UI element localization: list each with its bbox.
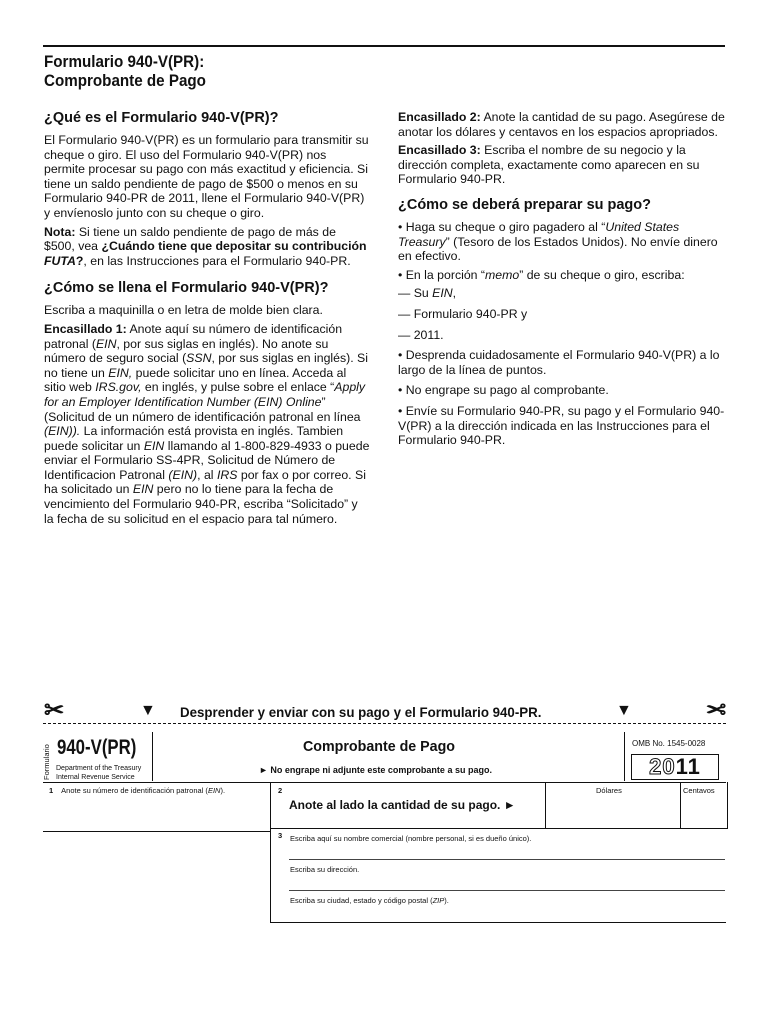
note-text-2: , en las Instrucciones para el Formulario 940-PR. <box>83 253 351 268</box>
dash-form: — Formulario 940-PR y <box>398 306 528 321</box>
divider <box>680 782 681 828</box>
detach-instruction <box>44 697 726 724</box>
top-rule <box>43 45 725 47</box>
detach-text: Desprender y enviar con su pago y el Formulario 940-PR. <box>180 704 542 720</box>
divider <box>624 732 625 781</box>
divider <box>43 831 271 832</box>
right-column <box>398 110 726 452</box>
box3-text: Escriba el nombre de su negocio y la dirección completa, exactamente como aparecen en su Formulario 940-PR. <box>398 143 700 187</box>
note-bold-text: ¿Cuándo tiene que depositar su contribución <box>101 239 367 254</box>
dash-italic: EIN <box>432 286 453 301</box>
bullet-send: • Envíe su Formulario 940-PR, su pago y el Formulario 940-V(PR) a la dirección indicada en las Instrucciones para el Formulario 940-PR. <box>398 403 725 448</box>
cents-field[interactable] <box>682 796 725 827</box>
box2-text: Anote la cantidad de su pago. Asegúrese de anotar los dólares y centavos en los espacios apropriados. <box>398 110 725 139</box>
box1-ssn: SSN <box>186 351 212 366</box>
bullet-memo <box>398 268 726 283</box>
box1-text: Anote su número de identificación patronal ( <box>61 786 208 795</box>
bullet-payable <box>398 220 726 264</box>
dollars-field[interactable] <box>547 796 679 827</box>
dollars-label: Dólares <box>596 786 622 795</box>
section-heading-prepare: ¿Cómo se deberá preparar su pago? <box>398 196 652 213</box>
city-state-zip-field[interactable] <box>289 906 725 921</box>
box1-ein: EIN <box>207 786 221 795</box>
box1-irs: IRS <box>216 467 238 482</box>
section-heading-how: ¿Cómo se llena el Formulario 940-V(PR)? <box>44 280 329 297</box>
address-field[interactable] <box>289 875 725 890</box>
divider <box>289 890 725 891</box>
box1-label-bold: Encasillado 1: <box>44 321 127 336</box>
title-line-2: Comprobante de Pago <box>44 72 206 90</box>
apply-ein-online-link[interactable]: Apply for an Employer Identification Number (EIN) Online <box>44 380 366 409</box>
scissors-icon: ✂ <box>705 697 726 724</box>
paragraph-box2 <box>398 110 726 139</box>
box1-text: ” (Solicitud de un número de identificación patronal en línea <box>44 394 361 424</box>
divider <box>271 922 726 923</box>
bullet-italic: United States Treasury <box>398 219 680 249</box>
no-staple-notice: ► No engrape ni adjunte este comprobante a su pago. <box>259 765 492 775</box>
triangle-down-icon: ▼ <box>616 702 632 719</box>
box1-ein: EIN <box>95 336 117 351</box>
bullet-text: ” de su cheque o giro, escriba: <box>519 267 685 282</box>
box1-label <box>49 786 225 795</box>
voucher-title: Comprobante de Pago <box>303 738 456 755</box>
business-name-label: Escriba aquí su nombre comercial (nombre personal, si es dueño único). <box>290 834 532 843</box>
year-outline: 20 <box>649 754 676 779</box>
box1-text: Anote aquí su número de identificación patronal ( <box>44 321 343 351</box>
cents-label: Centavos <box>683 786 715 795</box>
box1-text: puede solicitar uno en línea. Acceda al sitio web <box>44 365 347 395</box>
note-question: ? <box>75 253 84 268</box>
ein-field[interactable] <box>43 796 269 830</box>
paragraph-note <box>44 225 370 269</box>
left-column <box>44 110 370 530</box>
box1-text: , por sus siglas en inglés). Si no tiene un <box>44 351 368 380</box>
cut-line <box>43 723 726 724</box>
triangle-down-icon: ▼ <box>140 702 156 719</box>
section-heading-what: ¿Qué es el Formulario 940-V(PR)? <box>44 110 279 126</box>
business-name-field[interactable] <box>289 844 725 859</box>
bullet-detach: • Desprenda cuidadosamente el Formulario 940-V(PR) a lo largo de la línea de puntos. <box>398 348 720 377</box>
tax-year <box>631 754 719 780</box>
note-label: Nota: <box>44 224 76 239</box>
box1-number: 1 <box>49 786 54 795</box>
payment-voucher <box>43 730 726 923</box>
divider <box>270 828 726 829</box>
box2-text: Anote al lado la cantidad de su pago. ► <box>289 798 516 812</box>
box2-number: 2 <box>278 786 283 795</box>
box1-text: por fax o por correo. Si ha solicitado un <box>44 467 366 497</box>
address-label: Escriba su dirección. <box>290 865 360 874</box>
box3-number: 3 <box>278 831 283 840</box>
department-label: Department of the Treasury Internal Revenue Service <box>56 765 142 781</box>
divider <box>270 782 271 923</box>
omb-number: OMB No. 1545-0028 <box>632 739 706 748</box>
dash-text: — Su <box>398 286 433 301</box>
box1-text: La información está provista en inglés. Tambien puede solicitar un <box>44 424 344 453</box>
box1-ein: EIN <box>143 438 165 453</box>
divider <box>289 859 725 860</box>
vertical-form-label: Formulario <box>42 744 51 780</box>
irs-gov-link[interactable]: IRS.gov, <box>95 380 142 395</box>
box1-ein: EIN, <box>108 365 133 380</box>
title-line-1: Formulario 940-V(PR): <box>44 53 205 71</box>
page-title <box>44 53 206 91</box>
year-bold: 11 <box>675 754 701 779</box>
box1-text: ). <box>220 786 226 795</box>
bullet-no-staple: • No engrape su pago al comprobante. <box>398 383 609 398</box>
box1-text: pero no lo tiene para la fecha de vencimiento del Formulario 940-PR, escriba “Solicitado” y la fecha de su solicitud en el espacio para tal número. <box>44 482 358 526</box>
bullet-text: • En la porción “ <box>398 267 486 282</box>
box1-text: , por sus siglas en inglés). No anote su número de seguro social ( <box>44 336 329 366</box>
box1-text: llamando al 1-800-829-4933 o puede enviar el Formulario SS-4PR, Solicitud de Número de Identificacion Patronal <box>44 438 370 482</box>
box1-text: en inglés, y pulse sobre el enlace “ <box>141 380 335 395</box>
dash-text: , <box>452 286 457 301</box>
city-text: ). <box>444 896 449 905</box>
box1-ein: (EIN)). <box>44 424 81 439</box>
city-zip: ZIP <box>432 896 445 905</box>
note-futa: FUTA <box>44 253 76 268</box>
box1-ein: EIN <box>132 482 154 497</box>
bullet-italic: memo <box>485 267 520 282</box>
divider <box>152 732 153 781</box>
form-number: 940-V(PR) <box>57 736 137 759</box>
paragraph-what: El Formulario 940-V(PR) es un formulario para transmitir su cheque o giro. El uso del Formulario 940-V(PR) nos permite procesar su pago con más exactitud y eficiencia. Si tiene un saldo pendiente de pago de $500 o menos en su Formulario 940-PR de 2011, llene el Formulario 940-V(PR) y envíenoslo junto con su cheque o giro. <box>44 133 369 220</box>
note-text-1: Si tiene un saldo pendiente de pago de más de $500, vea <box>44 224 336 254</box>
box1-text: , al <box>197 467 217 482</box>
bullet-text: ” (Tesoro de los Estados Unidos). No envíe dinero en efectivo. <box>398 234 718 264</box>
city-text: Escriba su ciudad, estado y código postal ( <box>290 896 433 905</box>
dash-ein <box>398 286 726 301</box>
paragraph-type: Escriba a maquinilla o en letra de molde bien clara. <box>44 303 323 318</box>
box2-label-bold: Encasillado 2: <box>398 110 481 124</box>
box1-ein: (EIN) <box>168 467 198 482</box>
paragraph-box1 <box>44 322 370 526</box>
scissors-icon: ✂ <box>44 697 65 724</box>
amount-box <box>545 782 728 829</box>
bullet-text: • Haga su cheque o giro pagadero al “ <box>398 219 606 234</box>
dash-year: — 2011. <box>398 327 444 342</box>
paragraph-box3 <box>398 143 726 187</box>
box3-label-bold: Encasillado 3: <box>398 143 481 158</box>
city-state-zip-label <box>290 896 449 905</box>
